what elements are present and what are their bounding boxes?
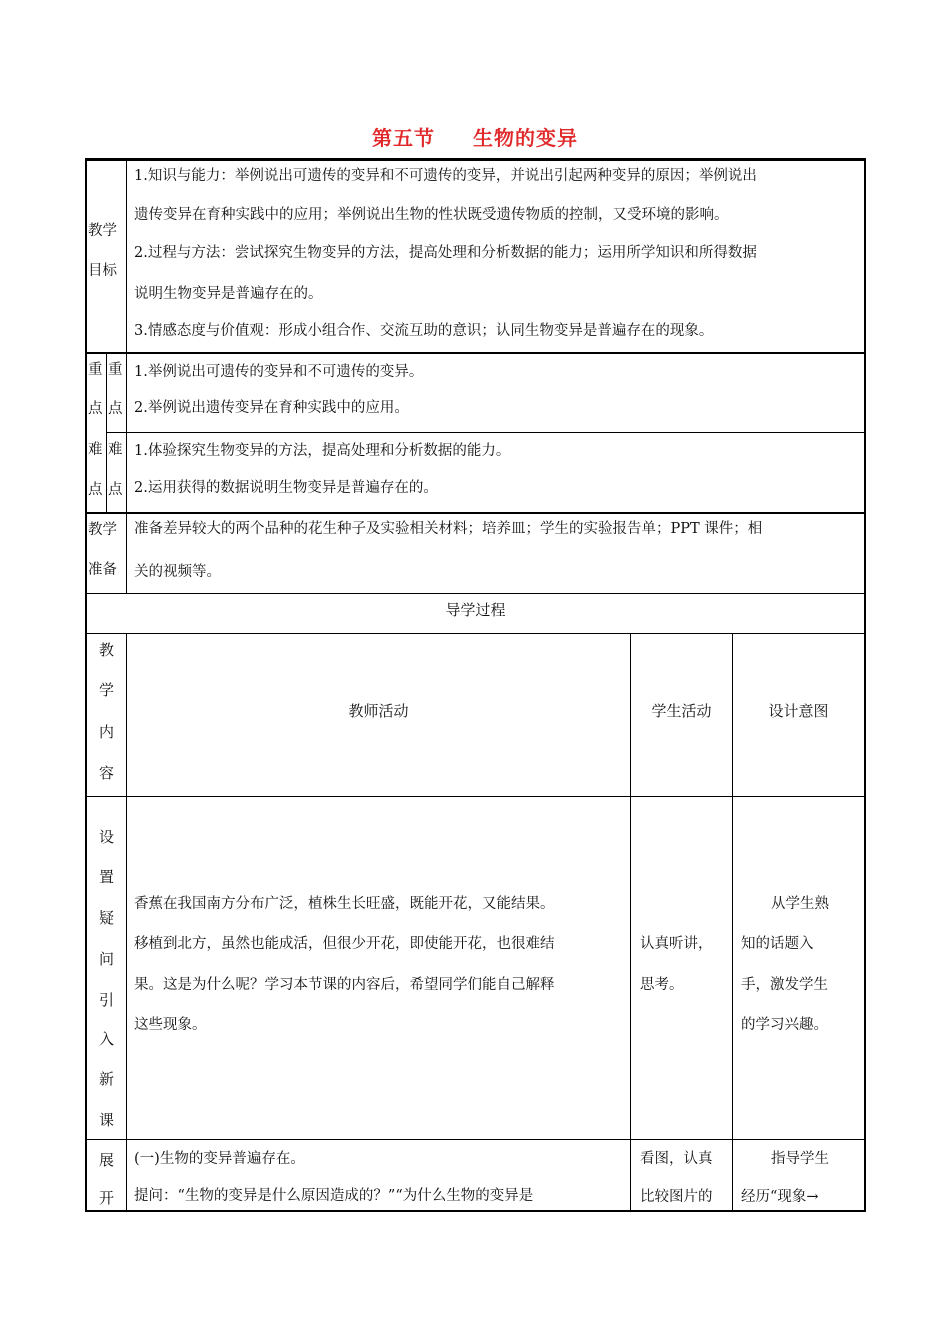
row-divider xyxy=(85,633,866,634)
row-divider xyxy=(85,796,866,797)
row-divider xyxy=(106,432,866,433)
header-teacher-activity: 教师活动 xyxy=(348,702,409,720)
row-divider xyxy=(85,352,866,354)
table-top-border xyxy=(85,158,866,161)
header-student-activity: 学生活动 xyxy=(651,702,712,720)
table-bottom-border xyxy=(85,1210,866,1212)
table-right-border xyxy=(864,158,866,1212)
header-design-intent: 设计意图 xyxy=(768,702,829,720)
row-divider xyxy=(85,512,866,514)
process-title: 导学过程 xyxy=(445,601,506,619)
page-title: 第五节 生物的变异 xyxy=(372,126,578,150)
col-divider xyxy=(126,512,127,593)
col-divider xyxy=(106,352,107,512)
row-divider xyxy=(85,593,866,594)
col-divider xyxy=(126,352,127,512)
row-divider xyxy=(85,1139,866,1140)
col-divider xyxy=(126,158,127,352)
